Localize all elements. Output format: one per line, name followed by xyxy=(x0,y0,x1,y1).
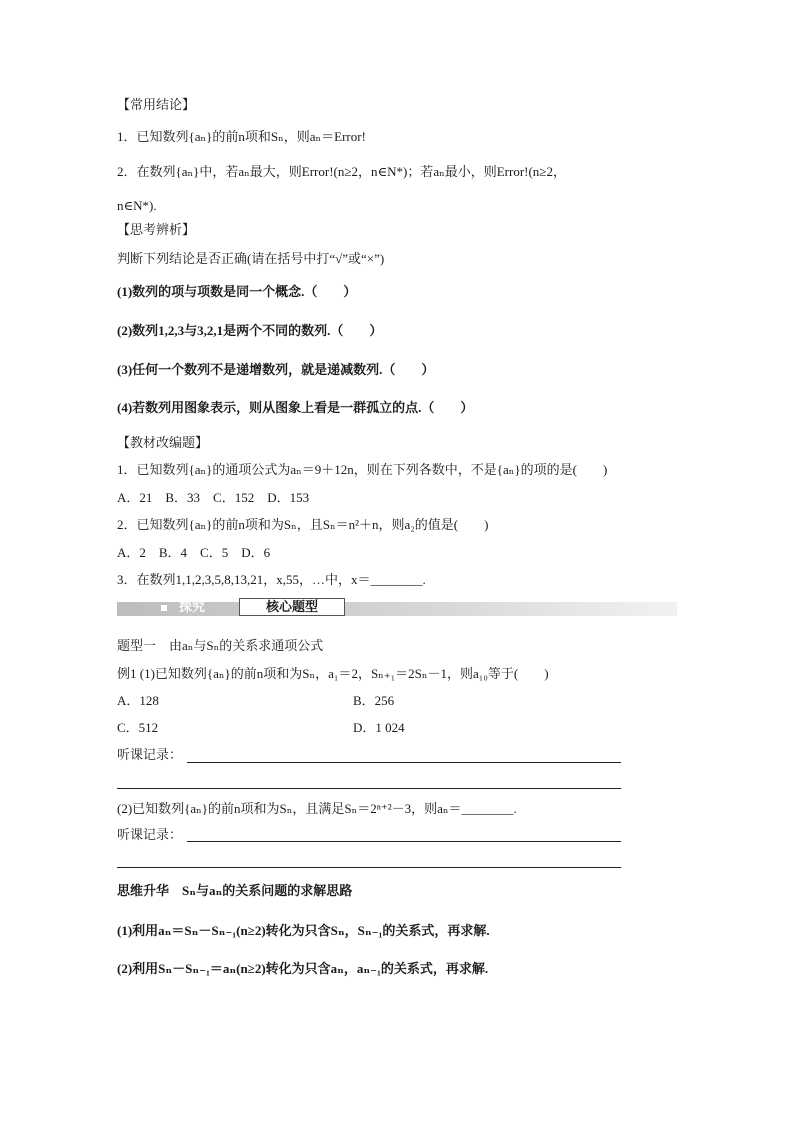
type1-title: 题型一 由aₙ与Sₙ的关系求通项公式 xyxy=(117,638,324,653)
notes-line-1b[interactable] xyxy=(117,788,621,789)
common-header: 【常用结论】 xyxy=(117,97,196,112)
section-banner xyxy=(117,598,677,618)
notes-label-2: 听课记录： xyxy=(117,827,183,842)
discern-intro: 判断下列结论是否正确(请在括号中打“√”或“×”) xyxy=(117,251,385,266)
discern-item-1: (1)数列的项与项数是同一个概念.（ ） xyxy=(117,284,357,299)
notes-line-2a[interactable] xyxy=(187,841,621,842)
notes-line-2b[interactable] xyxy=(117,867,621,868)
option-d: D．1 024 xyxy=(353,720,405,735)
summary-title: 思维升华 Sₙ与aₙ的关系问题的求解思路 xyxy=(117,883,353,898)
common-item-2-line2: n∈N*). xyxy=(117,198,157,213)
summary-item-1: (1)利用aₙ＝Sₙ－Sₙ₋₁(n≥2)转化为只含Sₙ，Sₙ₋₁的关系式，再求解. xyxy=(117,923,490,938)
textbook-q2-options: A．2 B．4 C．5 D．6 xyxy=(117,545,271,560)
common-item-1: 1．已知数列{aₙ}的前n项和Sₙ，则aₙ＝Error! xyxy=(117,129,366,144)
banner-square-icon xyxy=(161,605,167,611)
textbook-q1: 1．已知数列{aₙ}的通项公式为aₙ＝9＋12n，则在下列各数中，不是{aₙ}的项的是( ) xyxy=(117,462,608,477)
example1-part2: (2)已知数列{aₙ}的前n项和为Sₙ，且满足Sₙ＝2ⁿ⁺²－3，则aₙ＝________. xyxy=(117,801,517,816)
textbook-q3: 3．在数列1,1,2,3,5,8,13,21，x,55，…中，x＝________. xyxy=(117,572,426,587)
option-c: C．512 xyxy=(117,720,159,735)
example1-part1: 例1 (1)已知数列{aₙ}的前n项和为Sₙ，a₁＝2，Sₙ₊₁＝2Sₙ－1，则a₁₀等于( ) xyxy=(117,666,549,681)
summary-item-2: (2)利用Sₙ－Sₙ₋₁＝aₙ(n≥2)转化为只含aₙ，aₙ₋₁的关系式，再求解. xyxy=(117,961,489,976)
textbook-header: 【教材改编题】 xyxy=(117,435,209,450)
option-b: B．256 xyxy=(353,693,395,708)
textbook-q1-options: A．21 B．33 C．152 D．153 xyxy=(117,490,310,505)
discern-item-4: (4)若数列用图象表示，则从图象上看是一群孤立的点.（ ） xyxy=(117,400,474,415)
banner-left-label: 探究 xyxy=(179,599,206,614)
textbook-q2: 2．已知数列{aₙ}的前n项和为Sₙ，且Sₙ＝n²＋n，则a₂的值是( ) xyxy=(117,517,489,532)
notes-label-1: 听课记录： xyxy=(117,747,183,762)
common-item-2-line1: 2．在数列{aₙ}中，若aₙ最大，则Error!(n≥2，n∈N*)；若aₙ最小，则Error!(n≥2， xyxy=(117,164,566,179)
option-a: A．128 xyxy=(117,693,159,708)
banner-right-box: 核心题型 xyxy=(239,598,345,616)
discern-item-2: (2)数列1,2,3与3,2,1是两个不同的数列.（ ） xyxy=(117,323,383,338)
discern-item-3: (3)任何一个数列不是递增数列，就是递减数列.（ ） xyxy=(117,362,435,377)
notes-line-1a[interactable] xyxy=(187,762,621,763)
discern-header: 【思考辨析】 xyxy=(117,222,196,237)
